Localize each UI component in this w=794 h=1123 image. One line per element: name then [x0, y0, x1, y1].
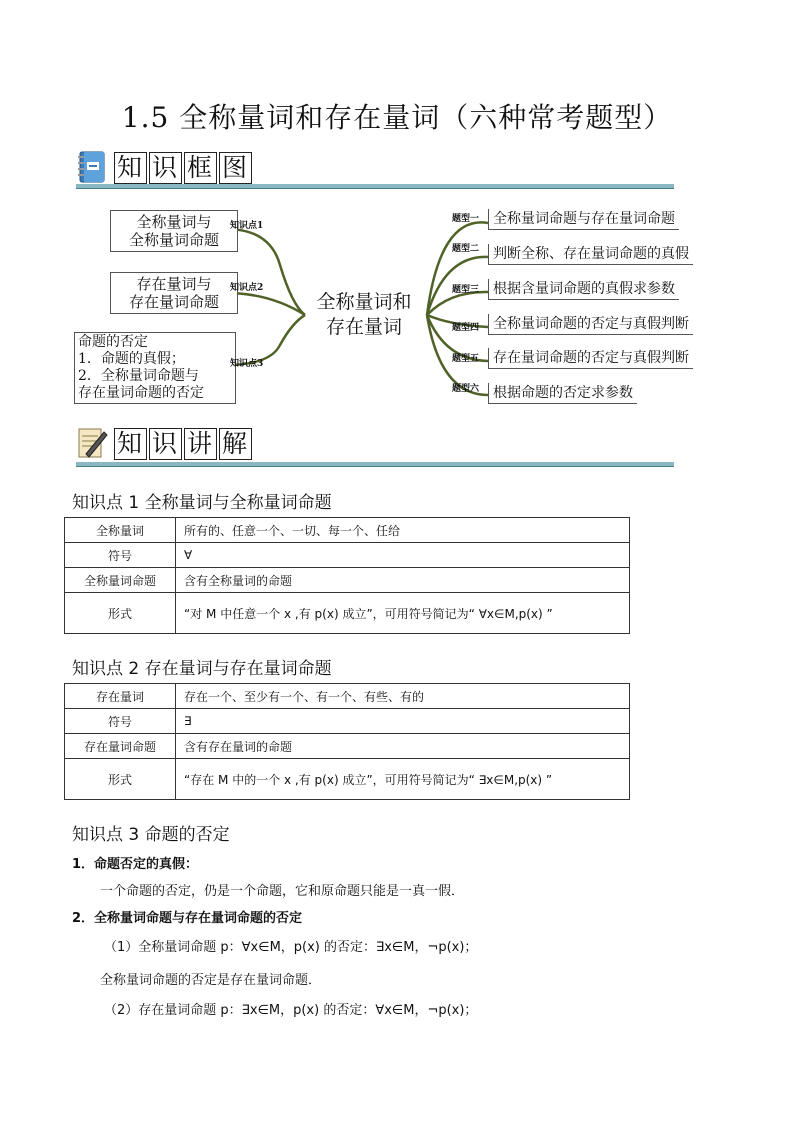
- kp3-heading-1: 1．命题否定的真假：: [72, 857, 199, 872]
- kp3-paragraph-2: （1）全称量词命题 p：∀x∈M，p(x) 的否定：∃x∈M，¬p(x)；: [104, 940, 478, 955]
- mindmap-tag-kp2: 知识点2: [230, 283, 264, 293]
- mindmap-tag-type3: 题型三: [452, 285, 480, 295]
- kp3-title: 知识点 3 命题的否定: [72, 825, 230, 845]
- table-row: 存在量词命题 含有存在量词的命题: [65, 734, 630, 759]
- mindmap-node-type5: 存在量词命题的否定与真假判断: [488, 348, 693, 369]
- table-row: 符号 ∀: [65, 543, 630, 568]
- memo-pencil-icon: [76, 426, 108, 460]
- mindmap-tag-type1: 题型一: [452, 214, 480, 224]
- table-row: 全称量词命题 含有全称量词的命题: [65, 568, 630, 593]
- mindmap-node-type6: 根据命题的否定求参数: [488, 383, 637, 404]
- mindmap-tag-type2: 题型二: [452, 244, 480, 254]
- mindmap-node-type2: 判断全称、存在量词命题的真假: [488, 244, 693, 265]
- table-row: 全称量词 所有的、任意一个、一切、每一个、任给: [65, 518, 630, 543]
- kp3-paragraph-1: 一个命题的否定，仍是一个命题，它和原命题只能是一真一假．: [100, 884, 465, 899]
- page-title: 1.5 全称量词和存在量词（六种常考题型）: [121, 101, 673, 134]
- kp3-heading-2: 2．全称量词命题与存在量词命题的否定: [72, 911, 303, 926]
- mindmap-tag-type6: 题型六: [452, 384, 480, 394]
- mindmap-node-type1: 全称量词命题与存在量词命题: [488, 209, 679, 230]
- section-header-explanation: [76, 426, 676, 466]
- section-title: 知 识 框 图: [114, 152, 252, 184]
- kp2-title: 知识点 2 存在量词与存在量词命题: [72, 659, 332, 679]
- table-row: 符号 ∃: [65, 709, 630, 734]
- mindmap-node-kp3: 命题的否定 1．命题的真假； 2．全称量词命题与 存在量词命题的否定: [74, 332, 236, 404]
- kp2-table: [64, 683, 630, 800]
- mindmap-node-type4: 全称量词命题的否定与真假判断: [488, 314, 693, 335]
- section-divider: [76, 462, 674, 467]
- mindmap-tag-kp3: 知识点3: [230, 359, 264, 369]
- kp3-paragraph-4: （2）存在量词命题 p：∃x∈M，p(x) 的否定：∀x∈M，¬p(x)；: [104, 1003, 478, 1018]
- mindmap-center-node: 全称量词和 存在量词: [316, 291, 412, 338]
- notebook-icon: [76, 150, 108, 184]
- mindmap-node-kp2: 存在量词与 存在量词命题: [110, 272, 238, 314]
- section-divider: [76, 184, 674, 189]
- table-row: 形式 “存在 M 中的一个 x ,有 p(x) 成立”，可用符号简记为“ ∃x∈M,p(x) ”: [65, 759, 630, 800]
- section-title: 知 识 讲 解: [114, 428, 252, 460]
- kp1-table: [64, 517, 630, 634]
- mindmap-tag-kp1: 知识点1: [230, 221, 264, 231]
- table-row: 形式 “对 M 中任意一个 x ,有 p(x) 成立”，可用符号简记为“ ∀x∈M,p(x) ”: [65, 593, 630, 634]
- kp3-paragraph-3: 全称量词命题的否定是存在量词命题．: [100, 973, 322, 988]
- kp1-title: 知识点 1 全称量词与全称量词命题: [72, 493, 332, 513]
- table-row: 存在量词 存在一个、至少有一个、有一个、有些、有的: [65, 684, 630, 709]
- mindmap-tag-type4: 题型四: [452, 323, 480, 333]
- mindmap-node-type3: 根据含量词命题的真假求参数: [488, 279, 679, 300]
- mindmap-node-kp1: 全称量词与 全称量词命题: [110, 210, 238, 252]
- mindmap-tag-type5: 题型五: [452, 354, 480, 364]
